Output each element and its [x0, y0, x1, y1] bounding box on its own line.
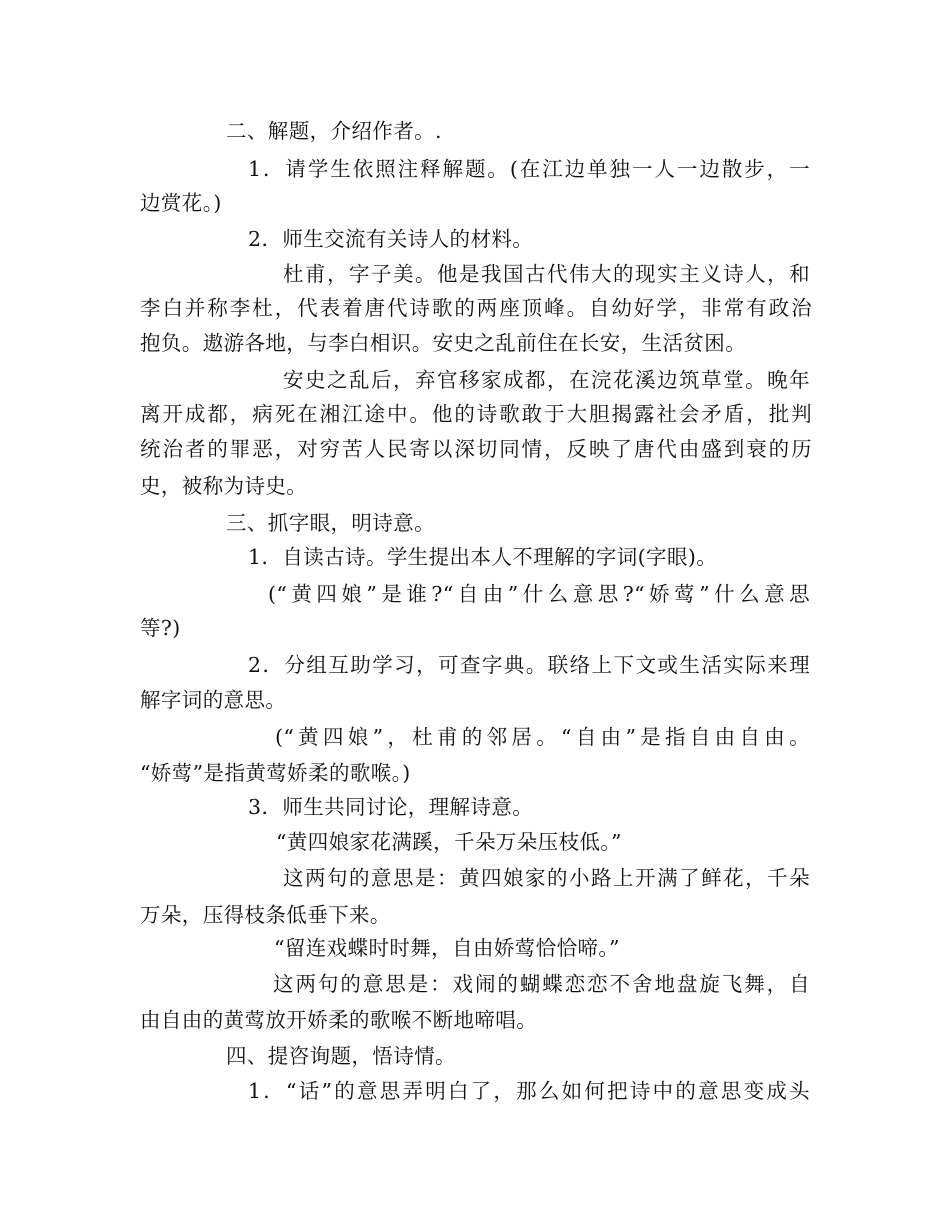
- paragraph-line: 3．师生共同讨论，理解诗意。: [248, 795, 534, 819]
- poem-quote-line: “黄四娘家花满蹊，千朵万朵压枝低。”: [276, 830, 622, 854]
- paragraph-line: 1．“话”的意思弄明白了，那么如何把诗中的意思变成头: [248, 1079, 810, 1103]
- paragraph-line: 安史之乱后，弃官移家成都，在浣花溪边筑草堂。晚年: [283, 368, 810, 392]
- paragraph-line: (“黄四娘”，杜甫的邻居。“自由”是指自由自由。: [275, 725, 810, 749]
- paragraph-line: 杜甫，字子美。他是我国古代伟大的现实主义诗人，和: [283, 262, 810, 286]
- poem-quote-line: “留连戏蝶时时舞，自由娇莺恰恰啼。”: [274, 936, 620, 960]
- paragraph-line: 2．分组互助学习，可查字典。联络上下文或生活实际来理: [248, 653, 810, 677]
- paragraph-line: 统治者的罪恶，对穷苦人民寄以深切同情，反映了唐代由盛到衰的历: [140, 437, 812, 461]
- paragraph-line: 离开成都，病死在湘江途中。他的诗歌敢于大胆揭露社会矛盾，批判: [140, 402, 812, 426]
- paragraph-line: 史，被称为诗史。: [140, 474, 308, 498]
- section-heading-3: 三、抓字眼，明诗意。: [226, 511, 435, 535]
- paragraph-line: 2．师生交流有关诗人的材料。: [248, 227, 534, 251]
- paragraph-line: 1．自读古诗。学生提出本人不理解的字词(字眼)。: [248, 545, 718, 569]
- paragraph-line: 万朵，压得枝条低垂下来。: [140, 903, 391, 927]
- paragraph-line: 解字词的意思。: [140, 688, 287, 712]
- paragraph-line: 李白并称李杜，代表着唐代诗歌的两座顶峰。自幼好学，非常有政治: [140, 296, 812, 320]
- paragraph-line: “娇莺”是指黄莺娇柔的歌喉。): [140, 761, 411, 785]
- section-heading-4: 四、提咨询题，悟诗情。: [226, 1044, 456, 1068]
- paragraph-line: (“黄四娘”是谁?“自由”什么意思?“娇莺”什么意思: [268, 582, 810, 606]
- paragraph-line: 这两句的意思是：戏闹的蝴蝶恋恋不舍地盘旋飞舞，自: [273, 972, 810, 996]
- paragraph-line: 由自由的黄莺放开娇柔的歌喉不断地啼唱。: [140, 1008, 538, 1032]
- paragraph-line: 1．请学生依照注释解题。(在江边单独一人一边散步，一: [248, 157, 810, 181]
- paragraph-line: 边赏花。): [140, 191, 222, 215]
- paragraph-line: 等?): [140, 616, 181, 640]
- paragraph-line: 这两句的意思是：黄四娘家的小路上开满了鲜花，千朵: [283, 866, 810, 890]
- section-heading-2: 二、解题，介绍作者。.: [226, 119, 442, 143]
- paragraph-line: 抱负。遨游各地，与李白相识。安史之乱前住在长安，生活贫困。: [140, 331, 747, 355]
